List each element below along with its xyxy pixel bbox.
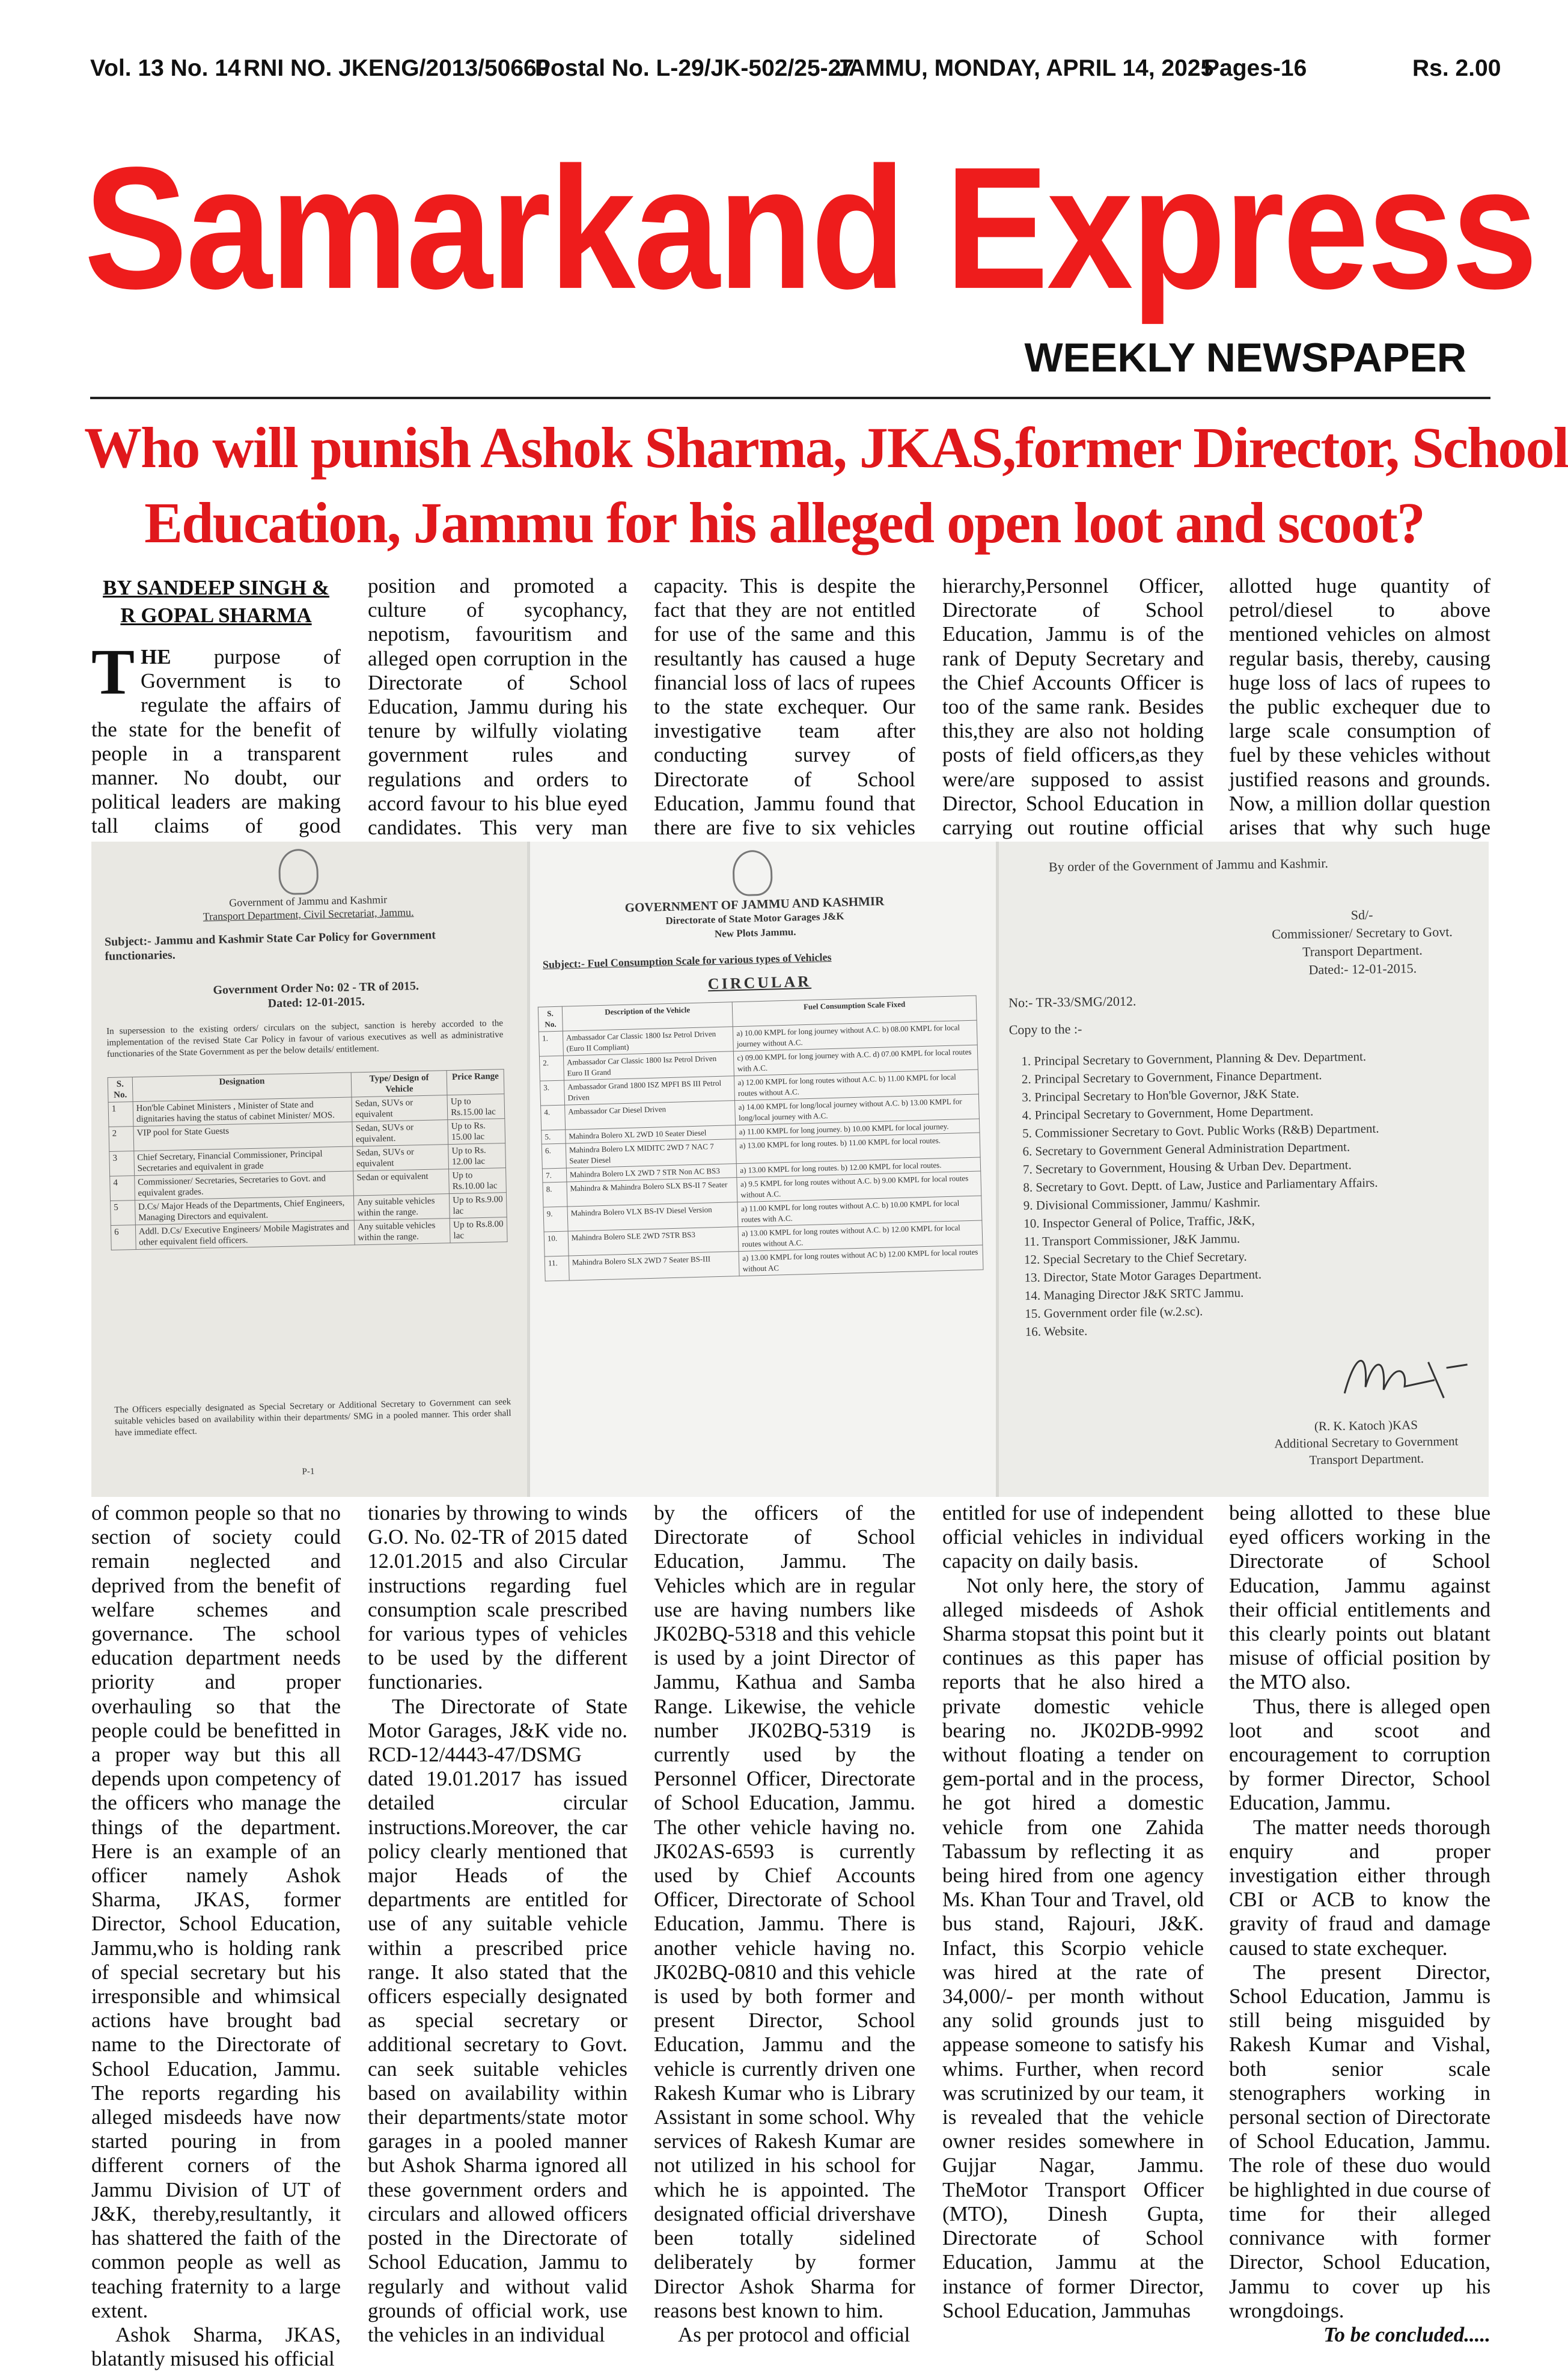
list-item: 14. Managing Director J&K SRTC Jammu. bbox=[1024, 1285, 1244, 1303]
byline-line-2: R GOPAL SHARMA bbox=[120, 604, 312, 627]
table-cell: D.Cs/ Major Heads of the Departments, Chief Engineers, Managing Directors and equivalent. bbox=[135, 1196, 354, 1225]
table-cell: Ambassador Car Classic 1800 Isz Petrol Driven Euro II Grand bbox=[563, 1051, 734, 1080]
doc3-signname: (R. K. Katoch )KAS bbox=[1314, 1418, 1418, 1434]
table-cell: Mahindra Bolero SLE 2WD 7STR BS3 bbox=[568, 1227, 739, 1256]
emblem-icon bbox=[732, 849, 773, 896]
table-cell: Ambassador Car Classic 1800 Isz Petrol Driven (Euro II Compliant) bbox=[563, 1027, 733, 1056]
table-cell: a) 13.00 KMPL for long routes without A.C. b) 12.00 KMPL for local routes without A.C. bbox=[738, 1220, 983, 1252]
list-item: 16. Website. bbox=[1025, 1323, 1088, 1339]
table-cell: Ambassador Car Diesel Driven bbox=[564, 1101, 735, 1130]
table-cell: a) 9.5 KMPL for long routes without A.C. b) 9.00 KMPL for local routes without A.C. bbox=[737, 1171, 981, 1202]
doc2-govt: GOVERNMENT OF JAMMU AND KASHMIR bbox=[624, 893, 885, 915]
car-policy-table bbox=[108, 1069, 508, 1250]
table-cell: a) 14.00 KMPL for long/local journey without A.C. b) 13.00 KMPL for long/local journey with A.C. bbox=[735, 1094, 980, 1125]
list-item: 1. Principal Secretary to Government, Planning & Dev. Department. bbox=[1021, 1049, 1367, 1069]
table-cell: Mahindra Bolero SLX 2WD 7 Seater BS-III bbox=[569, 1252, 739, 1280]
col5-bottom-p4: The present Director, School Education, Jammu is still being misguided by Rakesh Kumar and Vishal, both senior scale stenographers working in personal section of Directorate of School Education, Jammu. The role of these duo would be highlighted in due course of time for their alleged connivance with former Director, School Education, Jammu to cover up his wrongdoings. bbox=[1229, 1960, 1490, 2322]
table-cell: a) 11.00 KMPL for long routes without A.C. b) 10.00 KMPL for local routes with A.C. bbox=[737, 1196, 982, 1227]
table-cell: Mahindra Bolero XL 2WD 10 Seater Diesel bbox=[566, 1125, 736, 1143]
table-cell: 5 bbox=[111, 1201, 136, 1226]
table-cell: a) 11.00 KMPL for long journey. b) 10.00 KMPL for local journey. bbox=[736, 1119, 980, 1139]
doc3-signtitle1: Additional Secretary to Government bbox=[1274, 1434, 1459, 1451]
doc3-number: No:- TR-33/SMG/2012. bbox=[1008, 993, 1136, 1011]
doc2-col-header: S. No. bbox=[538, 1006, 563, 1032]
article-column-2-bottom bbox=[368, 1501, 627, 2346]
table-cell: 1 bbox=[108, 1102, 133, 1127]
table-cell: 6 bbox=[111, 1225, 136, 1250]
table-cell: 8. bbox=[543, 1182, 567, 1207]
list-item: 15. Government order file (w.2.sc). bbox=[1025, 1303, 1203, 1321]
col3-bottom-p1: by the officers of the Directorate of School Education, Jammu. The Vehicles which are in regular use are having numbers like JK02BQ-5318 and this vehicle is used by a joint Director of Jammu, Kathua and Samba Range. Likewise, the vehicle number JK02BQ-5319 is currently used by the Personnel Officer, Directorate of School Education, Jammu. The other vehicle having no. JK02AS-6593 is currently used by Chief Accounts Officer, Directorate of School Education, Jammu. There is another vehicle having no. JK02BQ-0810 and this vehicle is used by both former and present Director, School Education, Jammu and the vehicle is currently driven one Rakesh Kumar who is Library Assistant in some school. Why services of Rakesh Kumar are not utilized in his school for which he is appointed. The designated official drivershave been totally sidelined deliberately by former Director Ashok Sharma for reasons best known to him. bbox=[654, 1501, 915, 2322]
article-column-4-bottom bbox=[942, 1501, 1204, 2322]
byline-line-1: BY SANDEEP SINGH & bbox=[103, 576, 329, 599]
table-cell: a) 13.00 KMPL for long routes. b) 12.00 KMPL for local routes. bbox=[737, 1157, 981, 1178]
doc1-intro: In supersession to the existing orders/ circulars on the subject, sanction is hereby accorded to the implementation of the revised State Car Policy in favour of various executives as well as administrative functionaries of the State Government as per the below details/ entitlement. bbox=[106, 1018, 504, 1060]
table-cell: 7. bbox=[542, 1168, 566, 1182]
table-cell: 6. bbox=[541, 1143, 566, 1169]
table-cell: Up to Rs.10.00 lac bbox=[449, 1168, 507, 1194]
doc2-subject: Subject:- Fuel Consumption Scale for various types of Vehicles bbox=[542, 950, 832, 971]
table-cell: 4 bbox=[110, 1176, 135, 1201]
col5-bottom-p3: The matter needs thorough enquiry and proper investigation either through CBI or ACB to know the gravity of fraud and damage caused to state exchequer. bbox=[1229, 1815, 1490, 1960]
table-cell: 10. bbox=[544, 1231, 569, 1256]
col3-bottom-p2: As per protocol and official bbox=[678, 2322, 911, 2346]
table-cell: Ambassador Grand 1800 ISZ MPFI BS III Petrol Driven bbox=[564, 1076, 734, 1105]
table-cell: 3 bbox=[109, 1151, 135, 1176]
list-item: 8. Secretary to Govt. Deptt. of Law, Justice and Parliamentary Affairs. bbox=[1023, 1175, 1378, 1195]
table-cell: VIP pool for State Guests bbox=[133, 1122, 353, 1151]
article-column-4-top bbox=[942, 574, 1204, 840]
table-cell: Sedan, SUVs or equivalent bbox=[352, 1095, 448, 1122]
to-be-concluded: To be concluded..... bbox=[1323, 2322, 1490, 2346]
doc3-order: By order of the Government of Jammu and Kashmir. bbox=[1048, 855, 1329, 875]
headline-line-2: Education, Jammu for his alleged open loot and scoot? bbox=[144, 491, 1424, 555]
table-cell: a) 10.00 KMPL for long journey without A.C. b) 08.00 KMPL for local journey without A.C. bbox=[733, 1020, 978, 1051]
doc3-signtitle2: Transport Department. bbox=[1309, 1451, 1424, 1467]
list-item: 12. Special Secretary to the Chief Secretary. bbox=[1023, 1249, 1247, 1267]
postal-number: Postal No. L-29/JK-502/25-27 bbox=[535, 55, 855, 81]
volume-number: Vol. 13 No. 14 bbox=[90, 55, 241, 81]
table-cell: 11. bbox=[545, 1256, 569, 1281]
list-item: 10. Inspector General of Police, Traffic, J&K, bbox=[1023, 1213, 1255, 1231]
article-column-5-top bbox=[1229, 574, 1490, 840]
page-count: Pages-16 bbox=[1204, 55, 1307, 81]
table-cell: 5. bbox=[541, 1130, 566, 1144]
doc3-sign2: Transport Department. bbox=[1302, 942, 1423, 959]
col2-bottom-p2: The Directorate of State Motor Garages, J&K vide no. RCD-12/4443-47/DSMG dated 19.01.2017 has issued detailed circular instructions.Moreover, the car policy clearly mentioned that major Heads of the departments are entitled for use of any suitable vehicle within a prescribed price range. It also stated that the officers especially designated as special secretary or additional secretary to Govt. can seek suitable vehicles based on availability within their departments/state motor garages in a pooled manner but Ashok Sharma ignored all these government orders and circulars and allowed officers posted in the Directorate of School Education, Jammu to regularly and without valid grounds of official work, use the vehicles in an individual bbox=[368, 1694, 627, 2346]
article-column-3-bottom bbox=[654, 1501, 915, 2346]
fuel-scale-table bbox=[538, 996, 984, 1282]
distribution-list bbox=[1021, 1046, 1482, 1341]
table-cell: Up to Rs. 15.00 lac bbox=[448, 1119, 505, 1145]
col2-bottom-p1: tionaries by throwing to winds G.O. No. 02-TR of 2015 dated 12.01.2015 and also Circular instructions regarding fuel consumption scale prescribed for various types of vehicles to be used by the different functionaries. bbox=[368, 1501, 627, 1694]
fuel-circular-photo bbox=[530, 842, 996, 1497]
table-cell: a) 13.00 KMPL for long routes. b) 11.00 KMPL for local routes. bbox=[736, 1133, 981, 1164]
doc1-footer: The Officers especially designated as Special Secretary or Additional Secretary to Government can seek suitable vehicles based on availability within their departments/ SMG in a pooled manner. This order shall have immediate effect. bbox=[114, 1397, 511, 1438]
col3-top-text: capacity. This is despite the fact that they are not entitled for use of the same and this resultantly has caused a huge financial loss of lacs of rupees to the state exchequer. Our investigative team after conducting survey of Directorate of School Education, Jammu found that there are five to six vehicles bbox=[654, 574, 915, 840]
doc1-subject: Subject:- Jammu and Kashmir State Car Policy for Government functionaries. bbox=[104, 928, 436, 964]
table-cell: c) 09.00 KMPL for long journey with A.C. d) 07.00 KMPL for local routes with A.C. bbox=[734, 1045, 978, 1076]
dateline: JAMMU, MONDAY, APRIL 14, 2025 bbox=[835, 55, 1214, 81]
list-item: 7. Secretary to Government, Housing & Urban Dev. Department. bbox=[1022, 1157, 1352, 1177]
table-cell: Sedan or equivalent bbox=[353, 1169, 450, 1196]
doc1-govt: Government of Jammu and Kashmir bbox=[228, 893, 388, 909]
table-cell: a) 13.00 KMPL for long routes without AC b) 12.00 KMPL for local routes without AC bbox=[739, 1245, 983, 1276]
doc1-col-header: Price Range bbox=[447, 1069, 504, 1095]
list-item: 6. Secretary to Government General Administration Department. bbox=[1022, 1139, 1350, 1159]
table-cell: Mahindra Bolero VLX BS-IV Diesel Version bbox=[567, 1202, 738, 1231]
list-item: 9. Divisional Commissioner, Jammu/ Kashmir. bbox=[1023, 1195, 1261, 1213]
table-cell: Any suitable vehicles within the range. bbox=[354, 1219, 450, 1245]
doc2-dir: Directorate of State Motor Garages J&K bbox=[665, 910, 844, 927]
doc1-col-header: Type/ Design of Vehicle bbox=[351, 1071, 447, 1097]
doc2-col-header: Fuel Consumption Scale Fixed bbox=[733, 996, 977, 1027]
issue-info-bar bbox=[90, 55, 1501, 91]
col5-bottom-p2: Thus, there is alleged open loot and scoot and encouragement to corruption by former Director, School Education, Jammu. bbox=[1229, 1694, 1490, 1815]
table-cell: Addl. D.Cs/ Executive Engineers/ Mobile Magistrates and other equivalent field officers. bbox=[135, 1220, 355, 1250]
doc2-addr: New Plots Jammu. bbox=[714, 926, 796, 940]
article-column-1-top bbox=[91, 574, 341, 837]
col1-top-text: purpose of Government is to regulate the affairs of the state for the benefit of people in a transparent manner. No doubt, our political leaders are making tall claims of good bbox=[91, 645, 341, 838]
document-photos bbox=[91, 842, 1489, 1497]
article-column-1-bottom bbox=[91, 1501, 341, 2371]
table-cell: Up to Rs.9.00 lac bbox=[450, 1193, 507, 1219]
table-cell: a) 12.00 KMPL for long routes without A.C. b) 11.00 KMPL for local routes without A.C. bbox=[734, 1069, 979, 1101]
table-cell: Sedan, SUVs or equivalent. bbox=[352, 1120, 448, 1146]
price: Rs. 2.00 bbox=[1412, 55, 1501, 81]
table-cell: Mahindra Bolero LX 2WD 7 STR Non AC BS3 bbox=[566, 1164, 737, 1182]
table-cell: Hon'ble Cabinet Ministers , Minister of State and dignitaries having the status of cabinet Minister/ MOS. bbox=[133, 1097, 352, 1127]
masthead-rule bbox=[90, 397, 1490, 399]
list-item: 4. Principal Secretary to Government, Home Department. bbox=[1022, 1104, 1314, 1123]
col4-bottom-p1: entitled for use of independent official vehicles in individual capacity on daily basis. bbox=[942, 1501, 1204, 1573]
table-cell: Up to Rs. 12.00 lac bbox=[448, 1143, 506, 1169]
list-item: 3. Principal Secretary to Hon'ble Governor, J&K State. bbox=[1022, 1086, 1299, 1105]
govt-order-photo bbox=[91, 842, 527, 1497]
table-cell: Mahindra Bolero LX MIDITC 2WD 7 NAC 7 Seater Diesel bbox=[566, 1139, 736, 1168]
article-column-2-top bbox=[368, 574, 627, 840]
table-cell: Up to Rs.8.00 lac bbox=[450, 1217, 507, 1243]
rni-number: RNI NO. JKENG/2013/50660 bbox=[243, 55, 550, 81]
article-column-5-bottom bbox=[1229, 1501, 1490, 2346]
col5-top-text: allotted huge quantity of petrol/diesel to above mentioned vehicles on almost regular basis, thereby, causing huge loss of lacs of rupees to the public exchequer due to large scale consumption of fuel by these vehicles without justified reasons and grounds. Now, a million dollar question arises that why such huge bbox=[1229, 574, 1490, 840]
table-cell: 2. bbox=[539, 1056, 564, 1081]
col4-top-text: hierarchy,Personnel Officer, Directorate of School Education, Jammu is of the rank of Deputy Secretary and the Chief Accounts Officer is too of the same rank. Besides this,they are also not holding posts of field officers,as they were/are supposed to assist Director, School Education in carrying out routine official bbox=[942, 574, 1204, 840]
table-cell: Mahindra & Mahindra Bolero SLX BS-II 7 Seater bbox=[567, 1178, 737, 1207]
doc3-sd: Sd/- bbox=[1350, 907, 1373, 923]
doc1-page: P-1 bbox=[302, 1466, 315, 1477]
list-item: 13. Director, State Motor Garages Department. bbox=[1024, 1267, 1262, 1285]
col2-top-text: position and promoted a culture of sycophancy, nepotism, favouritism and alleged open corruption in the Directorate of School Education, Jammu during his tenure by wilfully violating government rules and regulations and orders to accord favour to his blue eyed candidates. This very man bbox=[368, 574, 627, 840]
doc2-col-header: Description of the Vehicle bbox=[562, 1002, 733, 1031]
headline-line-1: Who will punish Ashok Sharma, JKAS,former Director, School bbox=[84, 415, 1568, 480]
table-cell: Commissioner/ Secretaries, Secretaries to Govt. and equivalent grades. bbox=[134, 1171, 353, 1201]
dropcap: T bbox=[91, 637, 135, 708]
doc1-order-no: Government Order No: 02 - TR of 2015. bbox=[213, 979, 419, 997]
table-cell: Any suitable vehicles within the range. bbox=[354, 1194, 450, 1220]
doc3-dated: Dated:- 12-01-2015. bbox=[1308, 960, 1417, 977]
table-cell: 2 bbox=[109, 1127, 134, 1152]
table-cell: Chief Secretary, Financial Commissioner, Principal Secretaries and equivalent in grade bbox=[134, 1146, 353, 1176]
table-cell: Up to Rs.15.00 lac bbox=[447, 1094, 505, 1120]
table-cell: 4. bbox=[541, 1105, 566, 1130]
doc1-col-header: S. No. bbox=[108, 1077, 133, 1103]
distribution-list-photo bbox=[999, 842, 1489, 1497]
doc3-sign1: Commissioner/ Secretary to Govt. bbox=[1272, 924, 1453, 942]
table-cell: Sedan, SUVs or equivalent bbox=[353, 1145, 449, 1171]
col5-bottom-p1: being allotted to these blue eyed officers working in the Directorate of School Education, Jammu against their official entitlements and this clearly points out blatant misuse of official position by the MTO also. bbox=[1229, 1501, 1490, 1694]
masthead-title: Samarkand Express bbox=[84, 130, 1536, 325]
doc3-copyto: Copy to the :- bbox=[1008, 1021, 1082, 1038]
table-cell: 1. bbox=[538, 1031, 563, 1056]
table-cell: 3. bbox=[540, 1080, 565, 1106]
lead-word: HE bbox=[141, 645, 171, 668]
list-item: 2. Principal Secretary to Government, Finance Department. bbox=[1021, 1068, 1322, 1087]
emblem-icon bbox=[278, 849, 319, 895]
col1-bottom-p1: of common people so that no section of society could remain neglected and deprived from the benefit of welfare schemes and governance. The school education department needs priority and proper overhauling so that the people could be benefitted in a proper way but this all depends upon competency of the officers who manage the things of the department. Here is an example of an officer namely Ashok Sharma, JKAS, former Director, School Education, Jammu,who is holding rank of special secretary but his irresponsible and whimsical actions have brought bad name to the Directorate of School Education, Jammu. The reports regarding his alleged misdeeds have now started pouring in from different corners of the Jammu Division of UT of J&K, thereby,resultantly, it has shattered the faith of the common people as well as teaching fraternity to a large extent. bbox=[91, 1501, 341, 2322]
col1-bottom-p2: Ashok Sharma, JKAS, blatantly misused his official bbox=[91, 2322, 341, 2371]
list-item: 5. Commissioner Secretary to Govt. Public Works (R&B) Department. bbox=[1022, 1121, 1379, 1141]
doc1-col-header: Designation bbox=[132, 1072, 352, 1102]
list-item: 11. Transport Commissioner, J&K Jammu. bbox=[1023, 1231, 1240, 1249]
col4-bottom-p2: Not only here, the story of alleged misdeeds of Ashok Sharma stopsat this point but it continues as this paper has reports that he also hired a private domestic vehicle bearing no. JK02DB-9992 without floating a tender on gem-portal and in the process, he got hired a domestic vehicle from one Zahida Tabassum by reflecting it as being hired from one agency Ms. Khan Tour and Travel, old bus stand, Rajouri, J&K. Infact, this Scorpio vehicle was hired at the rate of 34,000/- per month without any solid grounds just to appease someone to satisfy his whims. Further, when record was scrutinized by our team, it is revealed that the vehicle owner resides somewhere in Gujjar Nagar, Jammu. TheMotor Transport Officer (MTO), Dinesh Gupta, Directorate of School Education, Jammu at the instance of former Director, School Education, Jammuhas bbox=[942, 1573, 1204, 2322]
doc1-dated: Dated: 12-01-2015. bbox=[267, 995, 365, 1011]
doc1-dept: Transport Department, Civil Secretariat, Jammu. bbox=[203, 906, 414, 923]
article-column-3-top bbox=[654, 574, 915, 840]
table-cell: 9. bbox=[543, 1207, 568, 1232]
signature-icon bbox=[1338, 1344, 1477, 1412]
doc2-circular: CIRCULAR bbox=[707, 972, 812, 993]
masthead-subtitle: WEEKLY NEWSPAPER bbox=[1024, 335, 1466, 381]
